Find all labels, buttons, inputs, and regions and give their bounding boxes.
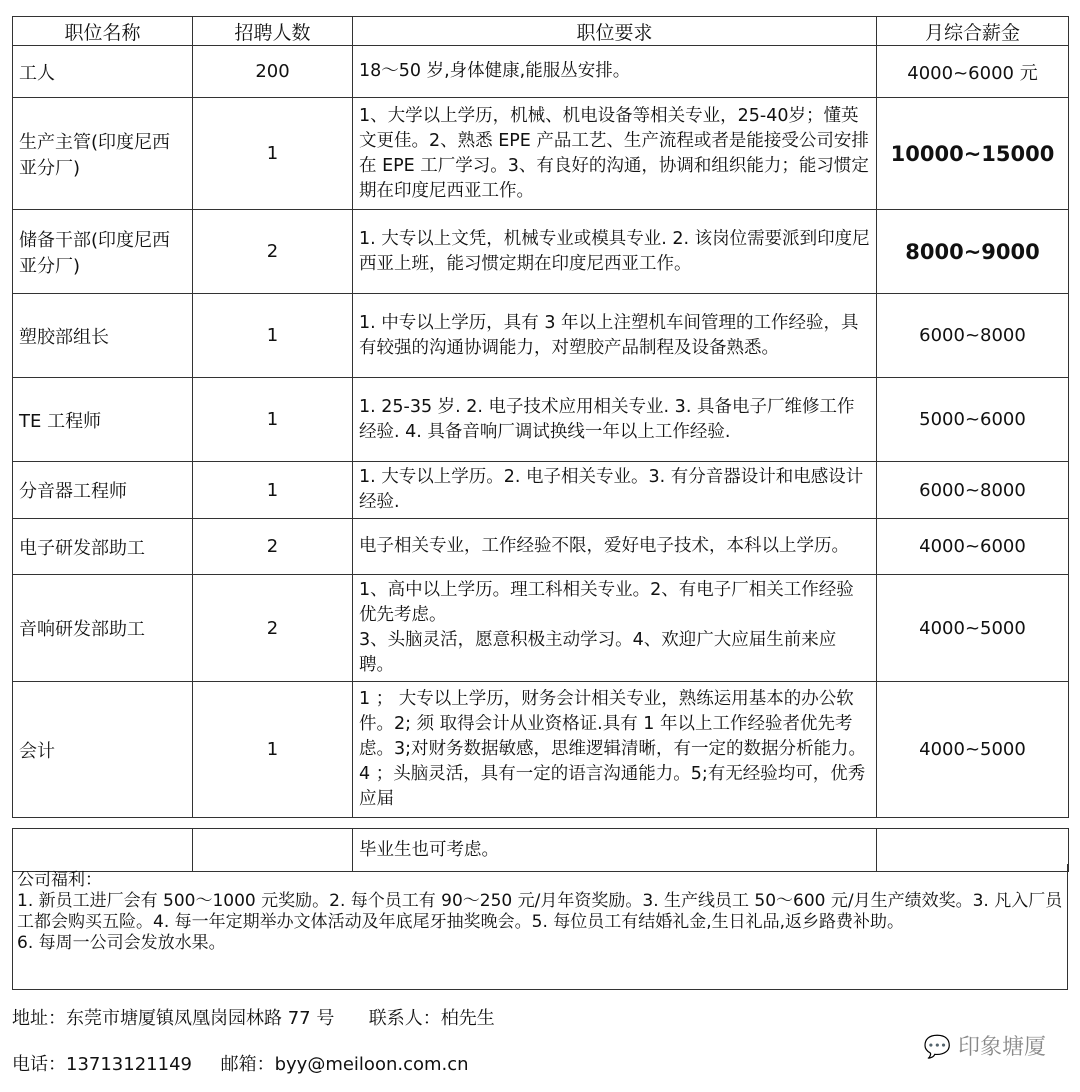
header-count: 招聘人数 [193, 17, 353, 46]
salary: 4000~5000 [877, 575, 1069, 682]
table-header-row [13, 17, 1069, 46]
salary: 4000~6000 [877, 519, 1069, 575]
headcount: 2 [193, 519, 353, 575]
headcount: 2 [193, 210, 353, 294]
recruitment-table [12, 16, 1069, 818]
headcount: 1 [193, 682, 353, 818]
continuation-text: 毕业生也可考虑。 [353, 829, 877, 872]
chat-bubble-icon: 💬 [923, 1035, 951, 1060]
watermark [924, 1030, 1046, 1061]
requirement-text: 3、头脑灵活，愿意积极主动学习。4、欢迎广大应届生前来应聘。 [359, 630, 837, 675]
table-row [13, 519, 1069, 575]
requirements [353, 378, 877, 462]
benefits-line: 6. 每周一公司会发放水果。 [17, 933, 226, 953]
requirements [353, 462, 877, 519]
requirement-text: 电子相关专业，工作经验不限，爱好电子技术，本科以上学历。 [359, 536, 849, 556]
salary: 8000~9000 [877, 210, 1069, 294]
requirements [353, 682, 877, 818]
requirement-text: 18～50 岁,身体健康,能服丛安排。 [359, 61, 631, 81]
salary: 4000~6000 元 [877, 46, 1069, 98]
contact-person-value: 柏先生 [440, 1008, 495, 1029]
job-title: 储备干部(印度尼西亚分厂) [13, 210, 193, 294]
job-title: 生产主管(印度尼西亚分厂) [13, 98, 193, 210]
salary: 6000~8000 [877, 294, 1069, 378]
table-row [13, 98, 1069, 210]
headcount: 2 [193, 575, 353, 682]
job-title: 音响研发部助工 [13, 575, 193, 682]
salary: 5000~6000 [877, 378, 1069, 462]
address-label: 地址： [12, 1008, 66, 1029]
benefits-line: 1. 新员工进厂会有 500～1000 元奖励。2. 每个员工有 90～250 元/月年资奖励。3. 生产线员工 50～600 元/月生产绩效奖。3. 凡入厂员工都会购买五险。4. 每一年定期举办文体活动及年底尾牙抽奖晚会。5. 每位员工有结婚礼金,生日礼品,返乡路费补助。 [17, 891, 1063, 932]
requirements [353, 46, 877, 98]
benefits-title: 公司福利： [17, 870, 102, 890]
email-label: 邮箱： [220, 1054, 275, 1075]
requirement-text: 1. 大专以上文凭，机械专业或模具专业. 2. 该岗位需要派到印度尼西亚上班，能习惯定期在印度尼西亚工作。 [359, 228, 870, 274]
table-row [13, 378, 1069, 462]
header-salary: 月综合薪金 [877, 17, 1069, 46]
email-value: byy@meiloon.com.cn [274, 1054, 469, 1075]
requirement-text: 1. 大专以上学历。2. 电子相关专业。3. 有分音器设计和电感设计经验. [359, 467, 864, 512]
requirement-text: 1、高中以上学历。理工科相关专业。2、有电子厂相关工作经验优先考虑。 [359, 580, 854, 625]
requirement-text: 1. 中专以上学历，具有 3 年以上注塑机车间管理的工作经验，具有较强的沟通协调能力，对塑胶产品制程及设备熟悉。 [359, 312, 859, 358]
table-row [13, 682, 1069, 818]
requirements [353, 294, 877, 378]
job-title: 工人 [13, 46, 193, 98]
headcount: 1 [193, 294, 353, 378]
table-row [13, 462, 1069, 519]
table-row [13, 294, 1069, 378]
job-title: 电子研发部助工 [13, 519, 193, 575]
header-title: 职位名称 [13, 17, 193, 46]
headcount: 1 [193, 98, 353, 210]
requirements [353, 519, 877, 575]
phone-label: 电话： [12, 1054, 66, 1075]
table-row [13, 46, 1069, 98]
headcount: 1 [193, 462, 353, 519]
phone-value: 13713121149 [66, 1054, 192, 1075]
job-title: 分音器工程师 [13, 462, 193, 519]
job-title: 会计 [13, 682, 193, 818]
table-row [13, 210, 1069, 294]
requirements [353, 575, 877, 682]
headcount: 1 [193, 378, 353, 462]
headcount: 200 [193, 46, 353, 98]
requirements [353, 98, 877, 210]
table-row [13, 575, 1069, 682]
benefits-section [12, 864, 1068, 990]
address-value: 东莞市塘厦镇凤凰岗园林路 77 号 [66, 1008, 335, 1029]
contact-person-label: 联系人： [368, 1008, 441, 1029]
requirement-text: 1、大学以上学历，机械、机电设备等相关专业，25-40岁；懂英文更佳。2、熟悉 EPE 产品工艺、生产流程或者是能接受公司安排在 EPE 工厂学习。3、有良好的沟通，协调和组织能力；能习惯定期在印度尼西亚工作。 [359, 105, 869, 201]
address-line [12, 1004, 495, 1030]
requirement-text: 1. 25-35 岁. 2. 电子技术应用相关专业. 3. 具备电子厂维修工作经验. 4. 具备音响厂调试换线一年以上工作经验. [359, 396, 855, 442]
salary: 10000~15000 [877, 98, 1069, 210]
requirement-text: 1 ； 大专以上学历，财务会计相关专业，熟练运用基本的办公软件。2; 须 取得会计从业资格证.具有 1 年以上工作经验者优先考虑。3;对财务数据敏感，思维逻辑清晰，有一定的数据分析能力。4 ；头脑灵活，具有一定的语言沟通能力。5;有无经验均可，优秀应届 [359, 689, 867, 809]
header-requirements: 职位要求 [353, 17, 877, 46]
watermark-text: 印象塘厦 [957, 1035, 1046, 1060]
requirements [353, 210, 877, 294]
job-title: TE 工程师 [13, 378, 193, 462]
phone-line [12, 1050, 469, 1076]
salary: 4000~5000 [877, 682, 1069, 818]
job-title: 塑胶部组长 [13, 294, 193, 378]
salary: 6000~8000 [877, 462, 1069, 519]
